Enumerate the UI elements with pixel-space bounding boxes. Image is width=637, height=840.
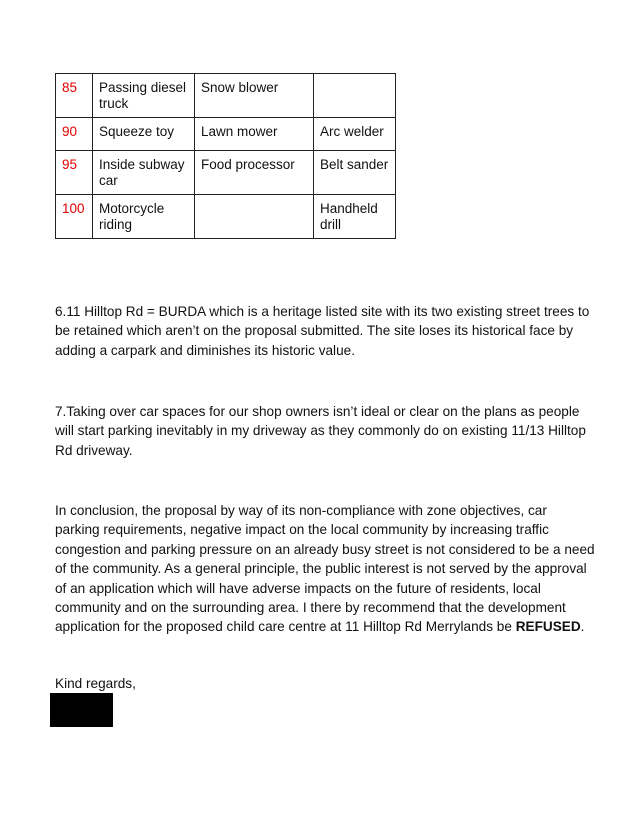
table-cell: Food processor xyxy=(195,151,314,195)
table-cell: Inside subway car xyxy=(93,151,195,195)
table-cell xyxy=(314,74,396,118)
table-cell: Snow blower xyxy=(195,74,314,118)
decibel-cell: 100 xyxy=(56,195,93,239)
table-cell xyxy=(195,195,314,239)
decibel-cell: 95 xyxy=(56,151,93,195)
table-cell: Belt sander xyxy=(314,151,396,195)
conclusion-text: In conclusion, the proposal by way of its non-compliance with zone objectives, car parking requirements, negative impact on the local community by increasing traffic congestion and parking pressure on an already busy street is not considered to be a need of the community. As a general principle, the public interest is not served by the approval of an application which will have adverse impacts on the future of residents, local community and on the surrounding area. I there by recommend that the development application for the proposed child care centre at 11 Hilltop Rd Merrylands be xyxy=(55,503,595,635)
table-cell: Passing diesel truck xyxy=(93,74,195,118)
conclusion-period: . xyxy=(580,619,585,635)
table-row xyxy=(56,118,396,151)
decibel-cell: 85 xyxy=(56,74,93,118)
table-cell: Handheld drill xyxy=(314,195,396,239)
redacted-signature-block xyxy=(50,693,113,727)
table-cell: Arc welder xyxy=(314,118,396,151)
paragraph-6-11-hilltop: 6.11 Hilltop Rd = BURDA which is a heritage listed site with its two existing street trees to be retained which aren’t on the proposal submitted. The site loses its historical face by adding a carpark and diminishes its historic value. xyxy=(55,304,590,358)
noise-level-table xyxy=(55,73,396,239)
table-row xyxy=(56,74,396,118)
conclusion-paragraph xyxy=(55,501,595,637)
decibel-cell: 90 xyxy=(56,118,93,151)
table-cell: Lawn mower xyxy=(195,118,314,151)
sign-off: Kind regards, xyxy=(55,676,136,691)
table-row xyxy=(56,151,396,195)
table-cell: Squeeze toy xyxy=(93,118,195,151)
table-row xyxy=(56,195,396,239)
refused-emphasis: REFUSED xyxy=(515,619,581,635)
table-cell: Motorcycle riding xyxy=(93,195,195,239)
paragraph-7-car-spaces: 7.Taking over car spaces for our shop owners isn’t ideal or clear on the plans as people will start parking inevitably in my driveway as they commonly do on existing 11/13 Hilltop Rd driveway. xyxy=(55,404,586,458)
